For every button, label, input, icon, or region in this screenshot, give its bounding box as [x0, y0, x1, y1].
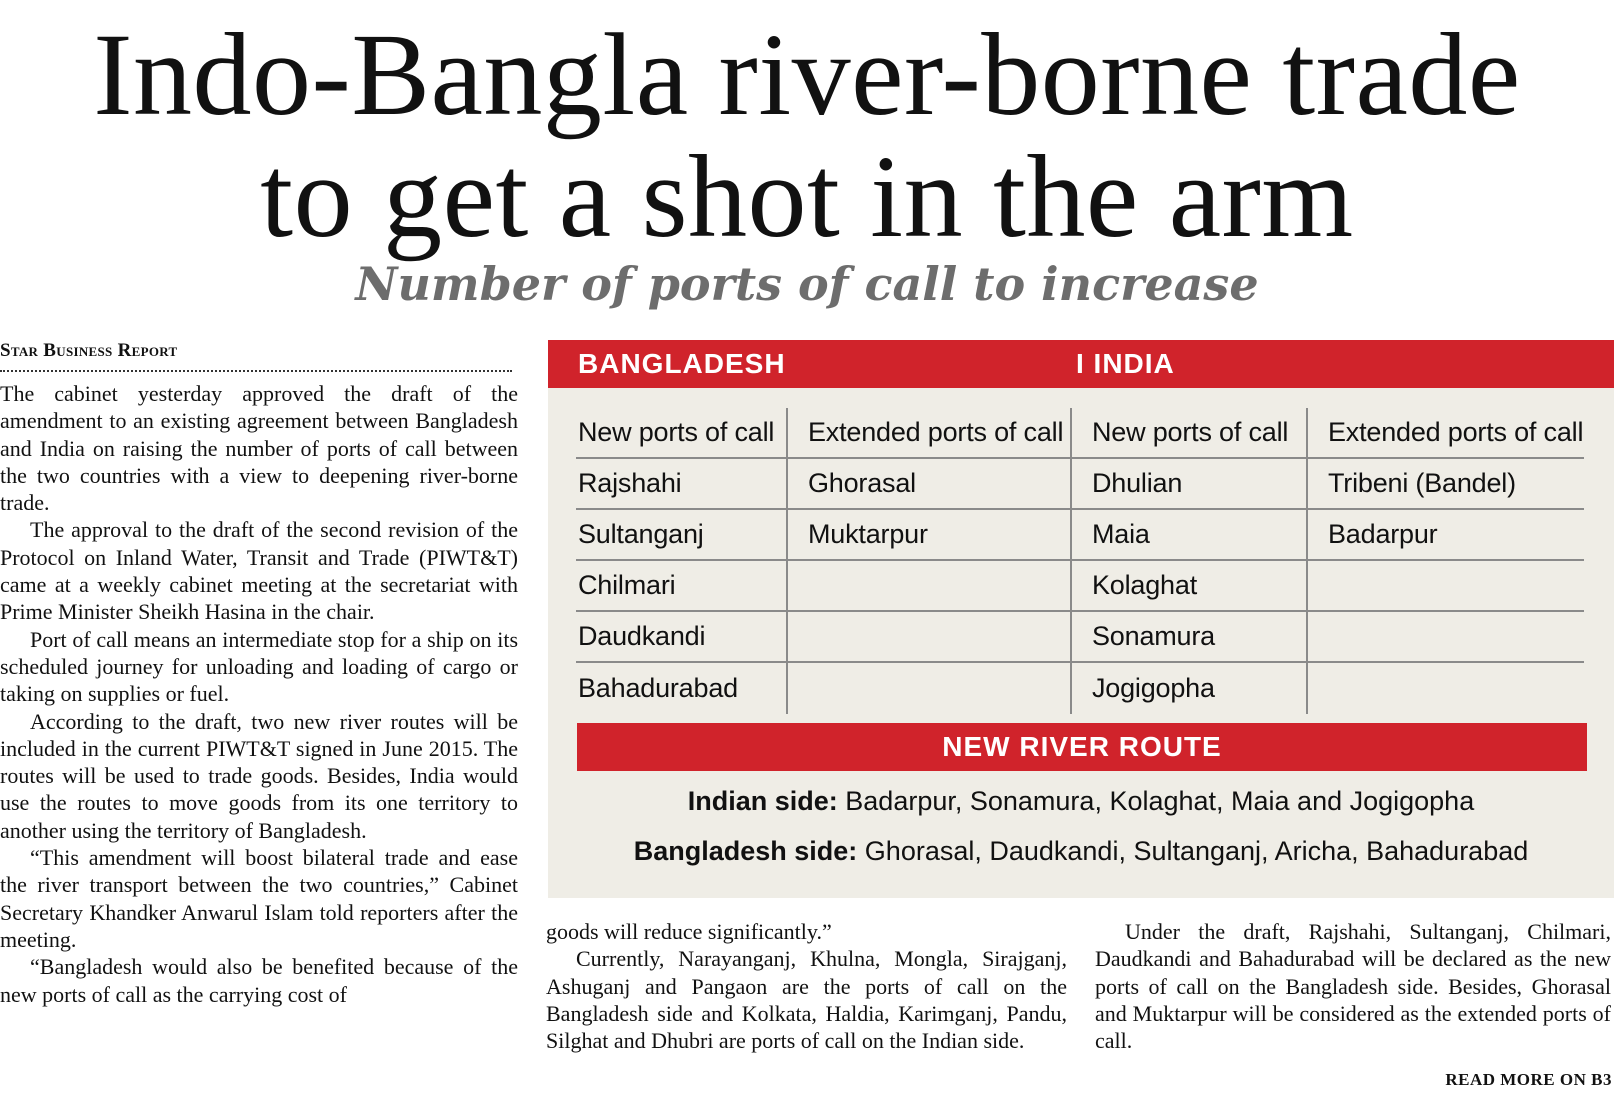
table-cell: Badarpur	[1328, 519, 1438, 549]
country-header-bar	[548, 340, 1614, 388]
table-cell	[1308, 561, 1584, 610]
headline-line-1: Indo-Bangla river-borne trade	[93, 9, 1521, 140]
table-cell: Chilmari	[576, 561, 788, 610]
table-cell: Dhulian	[1072, 459, 1308, 508]
bangladesh-side-label: Bangladesh side:	[633, 836, 858, 866]
table-row	[576, 510, 1584, 561]
byline: Star Business Report	[0, 340, 178, 361]
headline-line-2: to get a shot in the arm	[260, 131, 1354, 262]
column-header: Extended ports of call	[1328, 417, 1584, 447]
paragraph: Currently, Narayanganj, Khulna, Mongla, Sirajganj, Ashuganj and Pangaon are the ports of call on the Bangladesh side and Kolkata, Haldia, Karimganj, Pandu, Silghat and Dhubri are ports of call on the Indian side.	[546, 946, 1067, 1054]
paragraph: The approval to the draft of the second revision of the Protocol on Inland Water, Transit and Trade (PIWT&T) came at a weekly cabinet meeting at the secretariat with Prime Minister Sheikh Hasina in the chair.	[0, 517, 518, 625]
table-cell	[788, 612, 1072, 661]
table-cell: Kolaghat	[1072, 561, 1308, 610]
paragraph: The cabinet yesterday approved the draft of the amendment to an existing agreement between Bangladesh and India on raising the number of ports of call between the two countries with a view to deepening river-borne trade.	[0, 381, 518, 516]
paragraph: Under the draft, Rajshahi, Sultanganj, Chilmari, Daudkandi and Bahadurabad will be declared as the new ports of call on the Bangladesh side. Besides, Ghorasal and Muktarpur will be considered as the extended ports of call.	[1095, 919, 1611, 1054]
paragraph: “This amendment will boost bilateral trade and ease the river transport between the two countries,” Cabinet Secretary Khandker Anwarul Islam told reporters after the meeting.	[0, 845, 518, 952]
indian-side-route	[548, 786, 1614, 817]
table-row	[576, 663, 1584, 714]
bangladesh-side-route	[548, 836, 1614, 867]
article-column-2	[546, 918, 1067, 1054]
indian-side-ports: Badarpur, Sonamura, Kolaghat, Maia and Jogigopha	[837, 786, 1475, 816]
ports-table	[576, 408, 1584, 714]
paragraph: According to the draft, two new river routes will be included in the current PIWT&T signed in June 2015. The routes will be used to trade goods. Besides, India would use the routes to move goods from its one territory to another using the territory of Bangladesh.	[0, 708, 518, 843]
table-cell	[1308, 663, 1584, 714]
subhead: Number of ports of call to increase	[355, 257, 1259, 311]
table-row	[576, 612, 1584, 663]
table-cell: Rajshahi	[576, 459, 788, 508]
table-cell: Daudkandi	[576, 612, 788, 661]
table-cell: Bahadurabad	[576, 663, 788, 714]
paragraph: Port of call means an intermediate stop for a ship on its scheduled journey for unloading and loading of cargo or taking on supplies or fuel.	[0, 626, 518, 707]
read-more-link[interactable]: READ MORE ON B3	[1445, 1070, 1612, 1089]
table-cell	[788, 663, 1072, 714]
table-cell: Jogigopha	[1072, 663, 1308, 714]
table-cell: Tribeni (Bandel)	[1328, 468, 1516, 498]
byline-divider	[0, 370, 512, 372]
table-cell	[1308, 612, 1584, 661]
table-cell: Maia	[1072, 510, 1308, 559]
india-label: I INDIA	[1076, 348, 1175, 379]
new-river-route-bar: NEW RIVER ROUTE	[577, 723, 1587, 771]
column-header: Extended ports of call	[788, 408, 1072, 457]
headline	[0, 9, 1614, 262]
column-header: New ports of call	[576, 408, 788, 457]
table-row	[576, 561, 1584, 612]
table-cell: Sonamura	[1072, 612, 1308, 661]
article-column-3	[1095, 918, 1611, 1054]
table-row	[576, 459, 1584, 510]
table-cell: Sultanganj	[576, 510, 788, 559]
table-cell: Muktarpur	[788, 510, 1072, 559]
table-cell	[788, 561, 1072, 610]
table-cell: Ghorasal	[788, 459, 1072, 508]
column-header: New ports of call	[1072, 408, 1308, 457]
article-column-1	[0, 380, 518, 1008]
bangladesh-side-ports: Ghorasal, Daudkandi, Sultanganj, Aricha, Bahadurabad	[857, 836, 1529, 866]
table-header-row	[576, 408, 1584, 459]
bangladesh-label: BANGLADESH	[578, 348, 786, 379]
indian-side-label: Indian side:	[687, 786, 838, 816]
paragraph: “Bangladesh would also be benefited because of the new ports of call as the carrying cost of	[0, 954, 518, 1007]
paragraph: goods will reduce significantly.”	[546, 919, 832, 944]
